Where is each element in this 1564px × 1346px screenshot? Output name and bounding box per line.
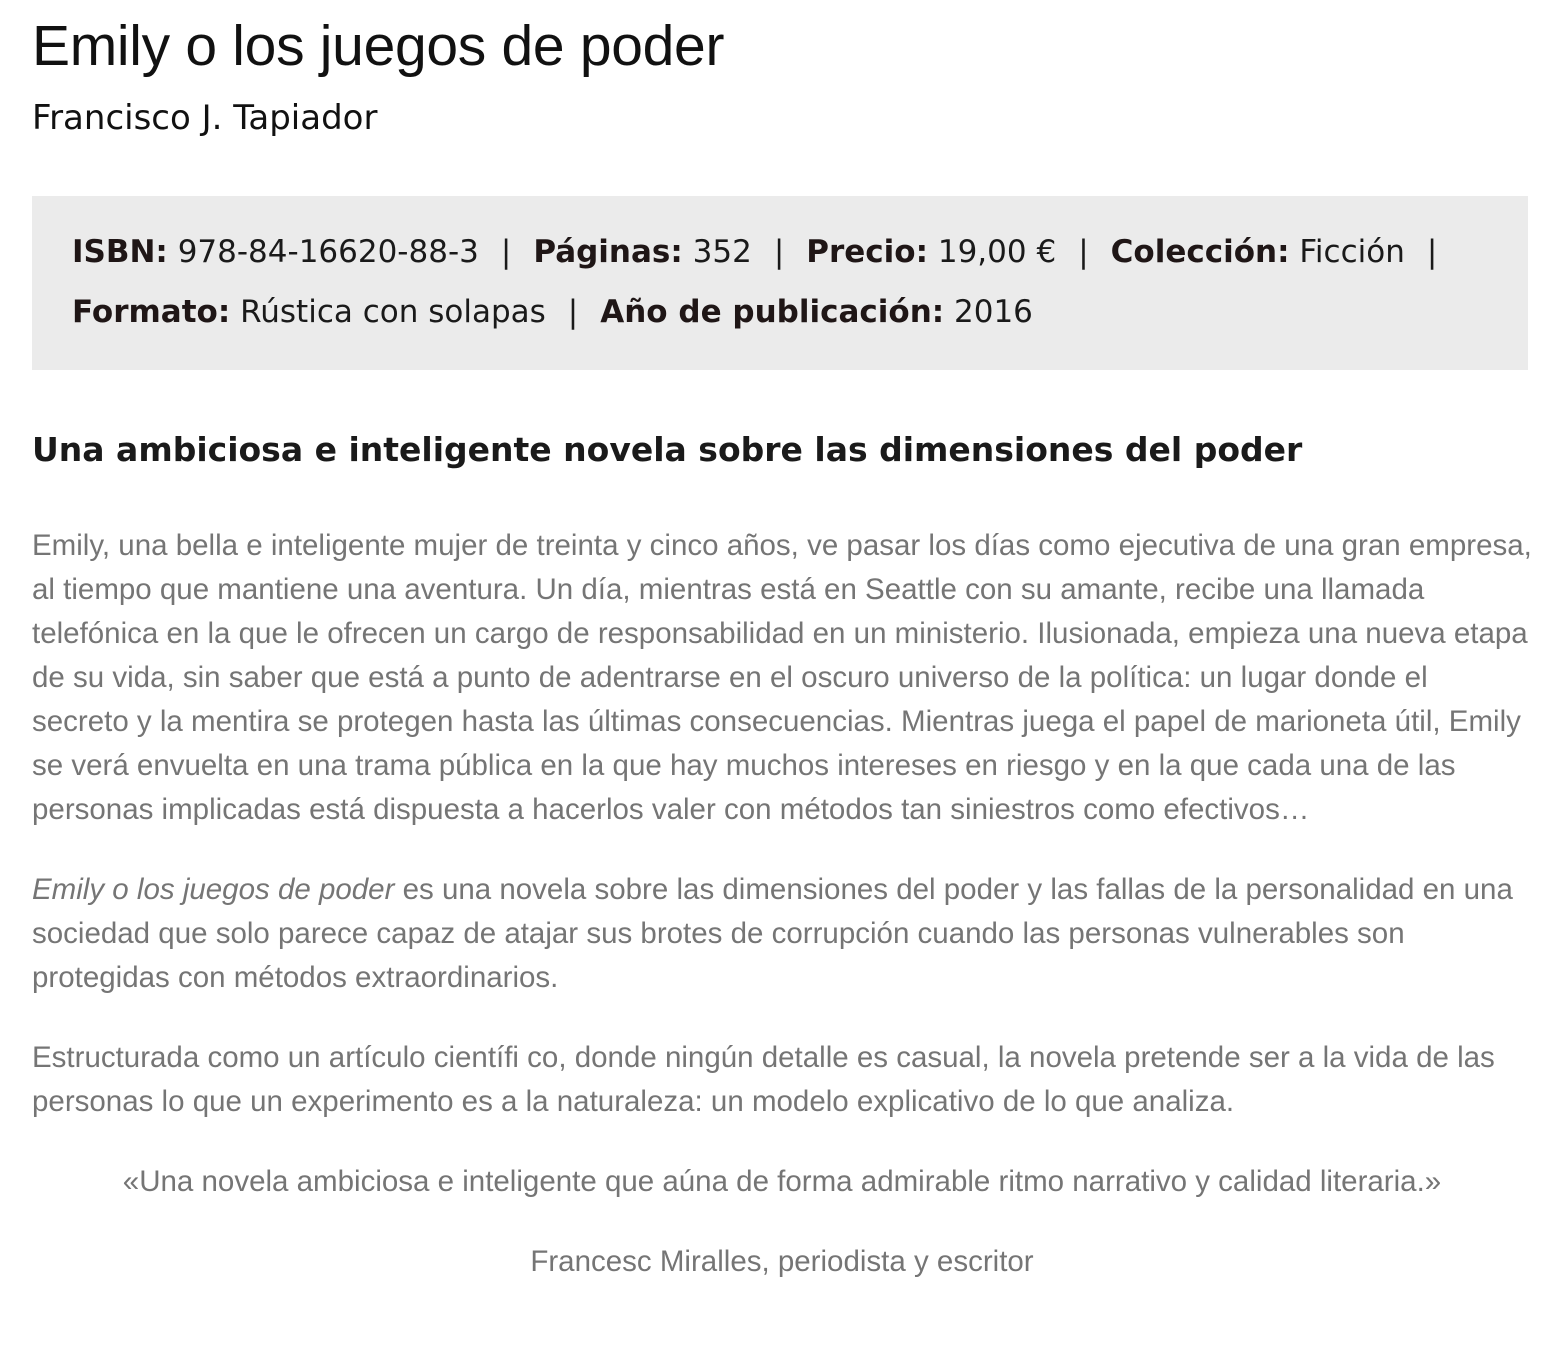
synopsis-paragraph-2 [32, 868, 1532, 1000]
separator: | [1426, 234, 1438, 270]
separator: | [773, 234, 785, 270]
isbn-detail [72, 234, 479, 270]
synopsis-paragraph-3: Estructurada como un artículo científi co, donde ningún detalle es casual, la novela pretende ser a la vida de las personas lo que un experimento es a la naturaleza: un modelo explicativo de lo que analiza. [32, 1041, 1495, 1118]
price-detail [806, 234, 1056, 270]
book-title: Emily o los juegos de poder [32, 14, 725, 78]
collection-detail [1111, 234, 1405, 270]
isbn-value: 978-84-16620-88-3 [177, 234, 479, 270]
separator: | [1078, 234, 1089, 270]
book-details-box [32, 196, 1528, 370]
separator: | [567, 294, 579, 330]
price-label: Precio: [806, 234, 928, 270]
synopsis-paragraph-2-text: es una novela sobre las dimensiones del poder y las fallas de la personalidad en una sociedad que solo parece capaz de atajar sus brotes de corrupción cuando las personas vulnerables son protegidas con métodos extraordinarios. [32, 873, 1513, 994]
synopsis-title-italic: Emily o los juegos de poder [32, 873, 395, 906]
format-detail [72, 294, 546, 330]
details-line-1 [72, 222, 1488, 282]
isbn-label: ISBN: [72, 234, 168, 270]
collection-label: Colección: [1110, 234, 1290, 270]
pages-value: 352 [692, 234, 752, 270]
book-author: Francisco J. Tapiador [32, 98, 378, 138]
format-label: Formato: [72, 294, 231, 330]
book-tagline: Una ambiciosa e inteligente novela sobre las dimensiones del poder [32, 430, 1303, 469]
year-label: Año de publicación: [600, 294, 945, 330]
format-value: Rústica con solapas [240, 294, 546, 330]
quote-attribution: Francesc Miralles, periodista y escritor [530, 1245, 1034, 1278]
synopsis-paragraph-1: Emily, una bella e inteligente mujer de treinta y cinco años, ve pasar los días como ejecutiva de una gran empresa, al tiempo que mantiene una aventura. Un día, mientras está en Seattle con su amante, recibe una llamada telefónica en la que le ofrecen un cargo de responsabilidad en un ministerio. Ilusionada, empieza una nueva etapa de su vida, sin saber que está a punto de adentrarse en el oscuro universo de la política: un lugar donde el secreto y la mentira se protegen hasta las últimas consecuencias. Mientras juega el papel de marioneta útil, Emily se verá envuelta en una trama pública en la que hay muchos intereses en riesgo y en la que cada una de las personas implicadas está dispuesta a hacerlos valer con métodos tan siniestros como efectivos… [32, 529, 1532, 826]
price-value: 19,00 € [937, 234, 1057, 270]
pages-label: Páginas: [533, 234, 683, 270]
year-value: 2016 [954, 294, 1033, 330]
separator: | [500, 234, 512, 270]
details-line-2 [72, 282, 1488, 342]
year-detail [600, 294, 1033, 330]
review-quote: «Una novela ambiciosa e inteligente que aúna de forma admirable ritmo narrativo y calidad literaria.» [122, 1165, 1442, 1198]
pages-detail [533, 234, 752, 270]
collection-value: Ficción [1299, 234, 1405, 270]
